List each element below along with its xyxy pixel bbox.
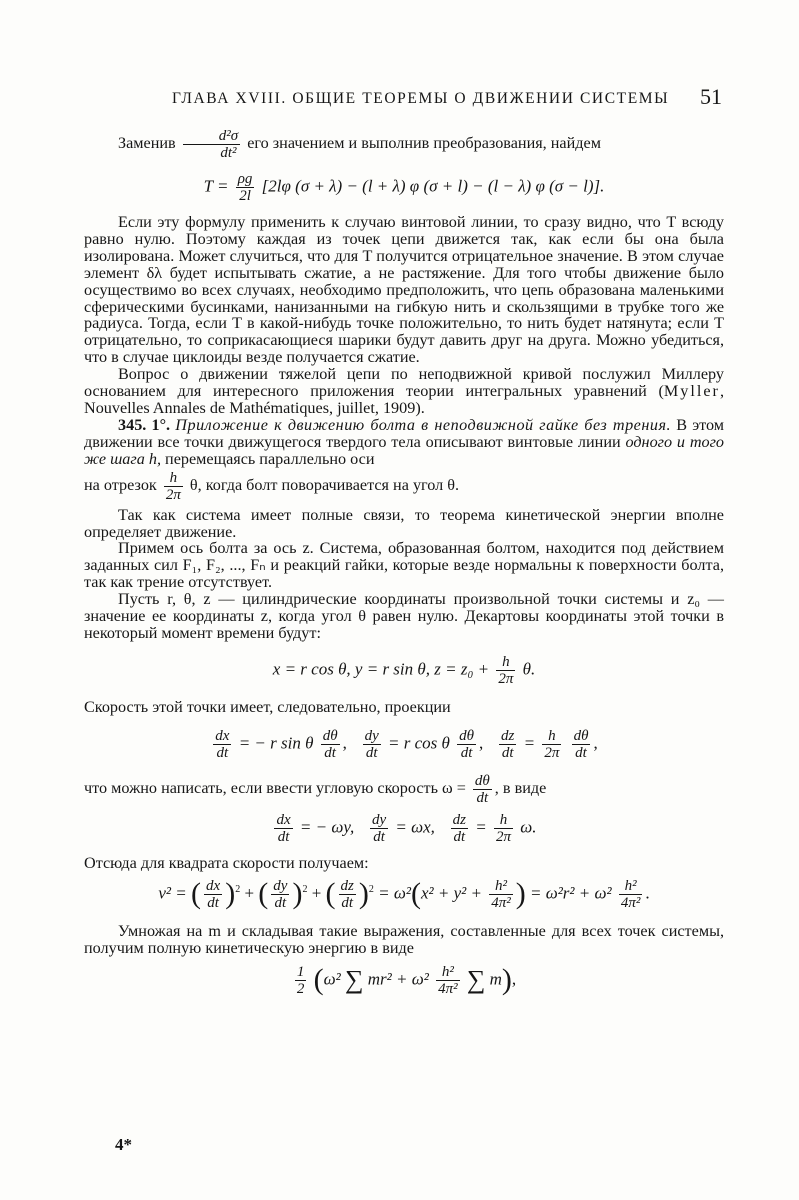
- fraction-dz-dt: $\frac{dz}{dt}$: [500, 727, 515, 761]
- intro-line: [84, 128, 724, 161]
- author-name: Myller: [663, 382, 720, 401]
- section-345-cont: на отрезок $\frac{h}{2\pi}$ θ, когда болт поворачивается на угол θ.: [84, 469, 460, 503]
- fraction-dtheta-dt-2: $\frac{d\theta}{dt}$: [459, 727, 474, 761]
- fraction-dz-dt-sq: $\frac{dz}{dt}$: [340, 877, 354, 911]
- paragraph-helix: Если эту формулу применить к случаю винтовой линии, то сразу видно, что T всюду равно нулю. Поэтому каждая из точек цепи движется так, как если бы она была изолирована. Может случиться, что для T получится отрицательное значение. В этом случае элемент δλ будет испытывать сжатие, а не растяжение. Для того чтобы движение было осуществимо во всех случаях, необходимо предположить, что цепь образована маленькими сферическими бусинками, нанизанными на гибкую нить и скользящими в трубке того же радиуса. Тогда, если T в какой-нибудь точке положительно, то нить будет натянута; если T отрицательно, то соприкасающиеся шарики будут давить друг на друга. Можно убедиться, что в случае циклоиды везде получается сжатие.: [84, 213, 724, 367]
- equation-coordinates: x = r cos θ, y = r sin θ, z = z₀ + $\frac{h}{2\pi}$ θ.: [272, 653, 536, 687]
- fraction-h2-4pi2-energy: $\frac{\text{h²}}{\text{4π²}}$: [438, 964, 458, 998]
- equation-kinetic-energy: $\frac{1}{2}$ (ω² ∑ mr² + ω² $\frac{\text{h²}}{\text{4π²}}$ ∑ m),: [296, 963, 517, 998]
- fraction-dtheta-dt-1: $\frac{d\theta}{dt}$: [322, 727, 338, 761]
- body-text: [84, 128, 724, 997]
- paragraph-kinetic-energy: Умножая на m и складывая такие выражения, составленные для всех точек системы, получим полную кинетическую энергию в виде: [84, 921, 724, 957]
- equation-omega: $\frac{dx}{dt}$ = − ωy, $\frac{dy}{dt}$ = ωx, $\frac{dz}{dt}$ = $\frac{h}{2\pi}$ ω.: [276, 811, 537, 845]
- fraction-h2-4pi2-a: $\frac{\text{h²}}{\text{4π²}}$: [491, 877, 511, 911]
- paragraph-axis: Примем ось болта за ось z. Система, образованная болтом, находится под действием заданных сил F₁, F₂, ..., Fₙ и реакций гайки, которые везде нормальны к поверхности болта, так как трение отсутствует.: [84, 539, 724, 592]
- fraction-dx-dt: $\frac{dx}{dt}$: [215, 727, 230, 761]
- equation-speed-square: v² = ( $\frac{dx}{dt}$ )$^2$ + ( $\frac{dy}{dt}$ )$^2$ + ( $\frac{dz}{dt}$ )$^2$ = ω²(x² + y² + $\frac{\text{h²}}{\text{4π²}}$ ) = ω²r² + ω² $\frac{\text{h²}}{\text{4π²}}$ .: [158, 876, 650, 911]
- paragraph-speed-square: Отсюда для квадрата скорости получаем:: [84, 853, 369, 872]
- paragraph-angular-velocity: что можно написать, если ввести угловую скорость ω = $\frac{d\theta}{dt}$ , в виде: [84, 772, 547, 806]
- signature-mark: 4*: [115, 1135, 132, 1154]
- fraction-h-2pi: $\frac{h}{2\pi}$: [165, 469, 181, 503]
- paragraph-coordinates: Пусть r, θ, z — цилиндрические координаты произвольной точки системы и z₀ — значение ее координаты z, когда угол θ равен нулю. Декартовы координаты этой точки в некоторый момент времени будут:: [84, 590, 724, 642]
- fraction-dy-dt-omega: $\frac{dy}{dt}$: [371, 811, 387, 845]
- formula-tension: T = $\frac{\rho g}{2l}$ [2lφ (σ + λ) − (l + λ) φ (σ + l) − (l − λ) φ (σ − l)].: [203, 171, 605, 204]
- intro-before: Заменив: [118, 134, 176, 153]
- fraction-h2-4pi2-b: $\frac{\text{h²}}{\text{4π²}}$: [620, 877, 641, 911]
- paragraph-constraints: Так как система имеет полные связи, то теорема кинетической энергии вполне определяет движение.: [84, 505, 724, 541]
- fraction-dz-dt-omega: $\frac{dz}{dt}$: [452, 811, 466, 845]
- fraction-dy-dt: $\frac{dy}{dt}$: [364, 727, 379, 761]
- fraction-rho-g-2l: $\frac{\rho g}{2l}$: [237, 171, 253, 204]
- paragraph-velocity: Скорость этой точки имеет, следовательно, проекции: [84, 697, 451, 716]
- fraction-dtheta-dt-3: $\frac{d\theta}{dt}$: [573, 727, 589, 761]
- section-345: 345. 1°. Приложение к движению болта в неподвижной гайке без трения. В этом движении все точки движущегося твердого тела описывают винтовые линии одного и того же шага h, перемещаясь параллельно оси: [84, 415, 725, 468]
- equation-velocity: $\frac{dx}{dt}$ = − r sin θ $\frac{d\theta}{dt}$ , $\frac{dy}{dt}$ = r cos θ $\frac{d\theta}{dt}$ , $\frac{dz}{dt}$ = $\frac{h}{2\pi}$ $\frac{d\theta}{dt}$ ,: [215, 727, 598, 761]
- paragraph-myller: Вопрос о движении тяжелой цепи по неподвижной кривой послужил Миллеру основанием для интересного приложения теории интегральных уравнений (Myller, Nouvelles Annales de Mathématiques, juillet, 1909).: [84, 365, 724, 417]
- fraction-h-2pi-velocity: $\frac{h}{2\pi}$: [544, 727, 560, 761]
- fraction-d2sigma-dt2: $\frac{\text{d²σ}}{\text{dt²}}$: [183, 128, 240, 161]
- fraction-h-2pi-coords: $\frac{h}{2\pi}$: [498, 653, 514, 687]
- fraction-one-half: $\frac{1}{2}$: [296, 964, 305, 998]
- fraction-dx-dt-omega: $\frac{dx}{dt}$: [276, 811, 291, 845]
- section-title: Приложение к движению болта в неподвижной гайке без трения.: [175, 415, 672, 434]
- intro-after: его значением и выполнив преобразования, найдем: [247, 134, 601, 153]
- fraction-dtheta-dt-omega: $\frac{d\theta}{dt}$: [474, 772, 490, 806]
- fraction-h-2pi-omega: $\frac{h}{2\pi}$: [495, 811, 511, 845]
- page-number: 51: [700, 84, 722, 109]
- page-header: [0, 84, 799, 110]
- section-number: 345. 1°.: [118, 415, 171, 434]
- fraction-dy-dt-sq: $\frac{dy}{dt}$: [273, 877, 288, 911]
- running-title: ГЛАВА XVIII. ОБЩИЕ ТЕОРЕМЫ О ДВИЖЕНИИ СИСТЕМЫ: [172, 90, 670, 107]
- fraction-dx-dt-sq: $\frac{dx}{dt}$: [206, 877, 221, 911]
